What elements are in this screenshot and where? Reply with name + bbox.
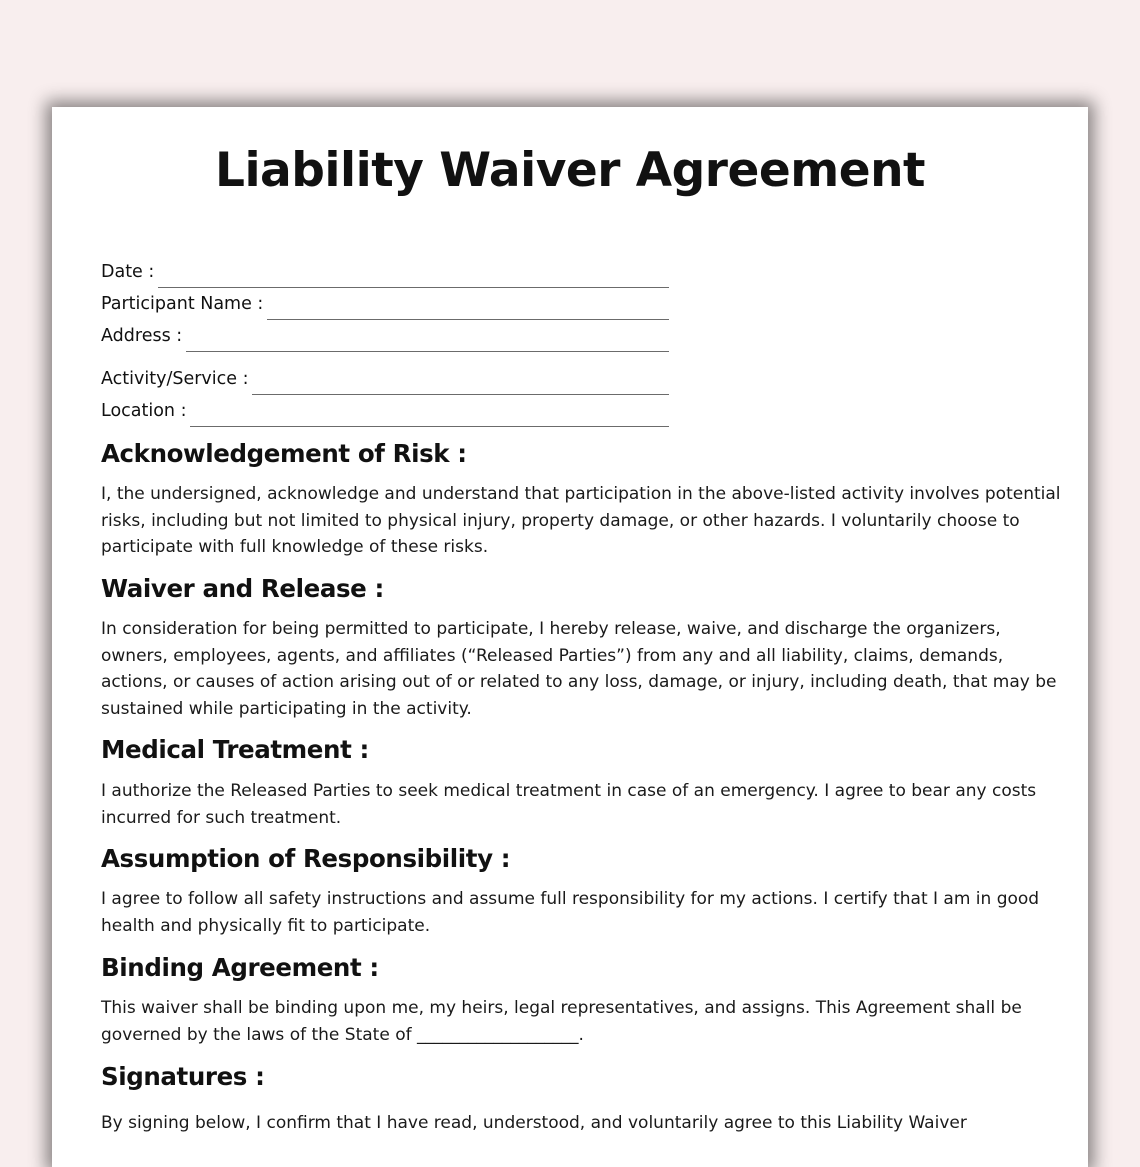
activity-service-label: Activity/Service : xyxy=(101,369,249,389)
date-field[interactable] xyxy=(101,257,669,283)
waiver-and-release-heading: Waiver and Release : xyxy=(101,574,384,603)
paragraph-line: incurred for such treatment. xyxy=(101,807,342,828)
paragraph-line: I agree to follow all safety instructions and assume full responsibility for my actions. I certify that I am in good xyxy=(101,889,1040,909)
paragraph-line: I authorize the Released Parties to seek medical treatment in case of an emergency. I agree to bear any costs xyxy=(101,781,1037,801)
assumption-of-responsibility-text xyxy=(101,886,1041,939)
paragraph-line: risks, including but not limited to physical injury, property damage, or other hazards. I voluntarily choose to xyxy=(101,510,1020,531)
address-label: Address : xyxy=(101,326,183,346)
paragraph-line: actions, or causes of action arising out of or related to any loss, damage, or injury, including death, that may be xyxy=(101,672,1057,692)
paragraph-line: In consideration for being permitted to participate, I hereby release, waive, and discharge the organizers, xyxy=(101,619,1001,639)
medical-treatment-text xyxy=(101,778,1041,831)
document-title: Liability Waiver Agreement xyxy=(215,143,925,198)
date-label: Date : xyxy=(101,262,155,282)
paragraph-line: This waiver shall be binding upon me, my heirs, legal representatives, and assigns. This Agreement shall be xyxy=(101,998,1022,1018)
paragraph-line: owners, employees, agents, and affiliates (“Released Parties”) from any and all liability, claims, demands, xyxy=(101,645,1004,666)
address-field[interactable] xyxy=(101,321,669,347)
paragraph-line: governed by the laws of the State of ___________________. xyxy=(101,1024,584,1045)
paragraph-line: health and physically fit to participate. xyxy=(101,915,431,936)
location-field[interactable] xyxy=(101,396,669,422)
document-page xyxy=(52,107,1088,1167)
participant-name-label: Participant Name : xyxy=(101,294,264,314)
acknowledgement-of-risk-heading: Acknowledgement of Risk : xyxy=(101,439,467,468)
participant-name-field[interactable] xyxy=(101,289,669,315)
paragraph-line: sustained while participating in the activity. xyxy=(101,698,472,719)
location-blank-line[interactable] xyxy=(190,426,669,427)
location-label: Location : xyxy=(101,401,187,421)
medical-treatment-heading: Medical Treatment : xyxy=(101,735,369,764)
assumption-of-responsibility-heading: Assumption of Responsibility : xyxy=(101,844,511,873)
waiver-and-release-text xyxy=(101,616,1057,722)
date-blank-line[interactable] xyxy=(158,287,669,288)
participant-name-blank-line[interactable] xyxy=(267,319,669,320)
paragraph-line: I, the undersigned, acknowledge and understand that participation in the above-listed activity involves potential xyxy=(101,484,1061,504)
signatures-text xyxy=(101,1110,1041,1137)
signatures-heading: Signatures : xyxy=(101,1062,265,1091)
acknowledgement-of-risk-text xyxy=(101,481,1061,561)
binding-agreement-heading: Binding Agreement : xyxy=(101,953,379,982)
activity-service-field[interactable] xyxy=(101,364,669,390)
activity-service-blank-line[interactable] xyxy=(252,394,669,395)
paragraph-line: By signing below, I confirm that I have read, understood, and voluntarily agree to this Liability Waiver xyxy=(101,1113,967,1133)
binding-agreement-text xyxy=(101,995,1041,1048)
address-blank-line[interactable] xyxy=(186,351,669,352)
paragraph-line: participate with full knowledge of these risks. xyxy=(101,537,489,557)
